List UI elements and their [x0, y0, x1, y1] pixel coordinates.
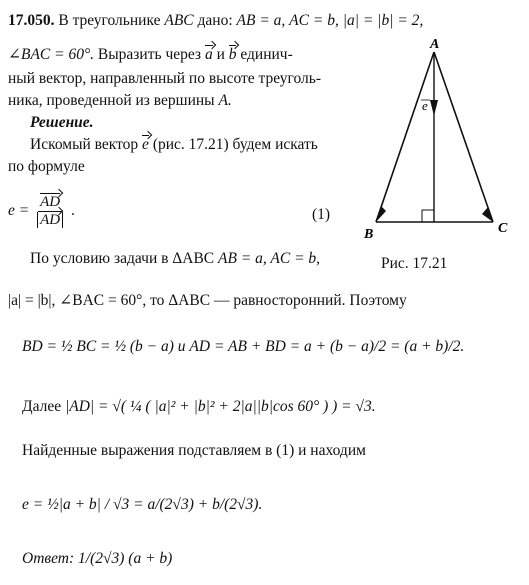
equation-1 [8, 194, 75, 229]
solution-line-1 [30, 136, 318, 154]
vector-b: b [228, 46, 237, 63]
task-text-1: Выразить через [97, 46, 202, 63]
problem-number: 17.050. [8, 12, 55, 29]
bd-equation [22, 338, 464, 356]
task-text-2: единич- [240, 46, 293, 63]
solution-text-3: По условию задачи в ΔABC [30, 250, 215, 267]
further-line [22, 398, 376, 416]
triangle-name: ABC [164, 12, 194, 29]
arrow-ac [482, 207, 493, 222]
eq1-num-text: AD [40, 194, 61, 210]
answer-line [22, 550, 172, 568]
solution-text-2: по формуле [8, 158, 85, 175]
label-c: C [498, 221, 508, 236]
given-word: дано: [197, 12, 233, 29]
cond-ab: AB = a, [236, 12, 286, 29]
result-equation-text: e = ½|a + b| / √3 = a/(2√3) + b/(2√3). [22, 496, 263, 513]
cond-lengths: |a| = |b| = 2, [342, 12, 424, 29]
and-word: и [216, 46, 225, 63]
eq1-fraction [35, 194, 65, 229]
problem-line-4 [8, 92, 232, 110]
vector-a: a [204, 46, 213, 63]
cond-ac: AC = b, [289, 12, 339, 29]
problem-line-3 [8, 70, 321, 88]
bd-equation-text: BD = ½ BC = ½ (b − a) и AD = AB + BD = a + (b − a)/2 = (a + b)/2. [22, 338, 465, 355]
vertex-a: A. [218, 92, 232, 109]
problem-intro: В треугольнике [58, 12, 161, 29]
task-text-3: ный вектор, направленный по высоте треуголь- [8, 70, 321, 87]
problem-line-2 [8, 46, 293, 64]
vector-e: e [142, 136, 149, 153]
solution-text-1a: Искомый вектор [30, 136, 139, 153]
solution-text-3b: AB = a, AC = b, [218, 250, 321, 267]
eq1-denominator [35, 212, 65, 229]
solution-line-2 [8, 158, 85, 176]
arrow-e [430, 100, 438, 116]
solution-text-1b: (рис. 17.21) будем искать [152, 136, 318, 153]
side-ab [376, 52, 434, 222]
solution-heading-text: Решение. [30, 114, 94, 131]
label-b: B [364, 227, 374, 242]
eq1-den-text: AD [40, 212, 61, 228]
solution-heading [30, 114, 94, 132]
problem-line-1 [8, 12, 423, 30]
answer-label: Ответ: [22, 550, 75, 567]
right-angle-mark [422, 210, 434, 222]
eq1-label-text: (1) [312, 206, 331, 223]
cond-angle: ∠BAC = 60°. [8, 46, 95, 63]
label-a: A [430, 38, 440, 52]
side-ac [434, 52, 493, 222]
figure-caption [381, 255, 447, 273]
eq1-tail: . [70, 202, 75, 220]
further-expression: |AD| = √( ¼ ( |a|² + |b|² + 2|a||b|cos 60° ) ) = √3. [64, 398, 376, 415]
further-word: Далее [22, 398, 62, 415]
task-text-4: ника, проведенной из вершины [8, 92, 215, 109]
figure-caption-text: Рис. 17.21 [381, 255, 448, 272]
arrow-ab [376, 206, 386, 222]
solution-text-4: |a| = |b|, ∠BAC = 60°, то ΔABC — равносторонний. Поэтому [8, 292, 407, 309]
equation-1-label [312, 206, 330, 224]
result-equation [22, 496, 262, 514]
solution-line-4 [8, 292, 407, 310]
eq1-lhs: e = [8, 202, 30, 220]
solution-text-5: Найденные выражения подставляем в (1) и находим [22, 442, 366, 459]
solution-line-5 [22, 442, 366, 460]
solution-line-3 [30, 250, 320, 268]
label-e: e [422, 98, 428, 113]
triangle-figure [360, 38, 529, 278]
answer-expression: 1/(2√3) (a + b) [78, 550, 173, 567]
